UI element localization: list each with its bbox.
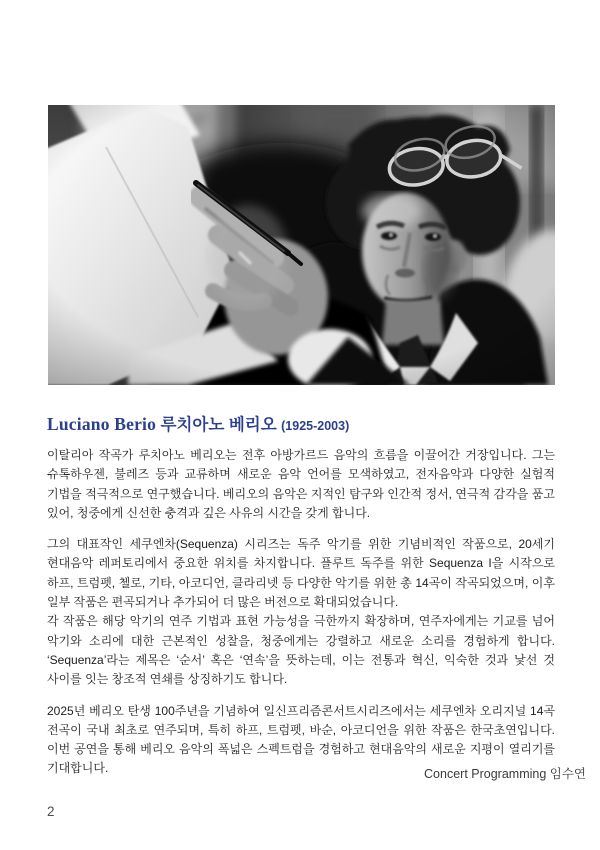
- composer-name-latin: Luciano Berio: [47, 414, 157, 434]
- bio-paragraph-3: 각 작품은 해당 악기의 연주 기법과 표현 가능성을 극한까지 확장하며, 연주자에게는 기교를 넘어 악기와 소리에 대한 근본적인 성찰을, 청중에게는 강렬하고 새로운 소리를 경험하게 합니다. ‘Sequenza’라는 제목은 ‘순서’ 혹은 ‘연속’을 뜻하는데, 이는 전통과 혁신, 익숙한 것과 낯선 것 사이를 잇는 창조적 연쇄를 상징하기도 합니다.: [47, 614, 555, 687]
- composer-portrait-photo: [48, 105, 555, 385]
- berio-portrait-illustration: [48, 105, 555, 385]
- bio-paragraph-2: 그의 대표작인 세쿠엔차(Sequenza) 시리즈는 독주 악기를 위한 기념비적인 작품으로, 20세기 현대음악 레퍼토리에서 중요한 위치를 차지합니다. 플루트 독주를 위한 Sequenza I을 시작으로 하프, 트럼펫, 첼로, 기타, 아코디언, 클라리넷 등 다양한 악기를 위한 총 14곡이 작곡되었으며, 이후 일부 작품은 편곡되거나 추가되어 더 많은 버전으로 확대되었습니다.: [47, 537, 555, 610]
- composer-heading: [47, 411, 555, 435]
- page-number: 2: [47, 804, 55, 819]
- bio-paragraph-1: 이탈리아 작곡가 루치아노 베리오는 전후 아방가르드 음악의 흐름을 이끌어간 거장입니다. 그는 슈톡하우젠, 불레즈 등과 교류하며 새로운 음악 언어를 모색하였고, 전자음악과 다양한 실험적 기법을 적극적으로 연구했습니다. 베리오의 음악은 지적인 탐구와 인간적 정서, 연극적 감각을 품고 있어, 청중에게 신선한 충격과 깊은 사유의 시간을 갖게 합니다.: [47, 448, 555, 520]
- composer-years: (1925-2003): [281, 419, 350, 433]
- bio-paragraph-4: 2025년 베리오 탄생 100주년을 기념하여 일신프리즘콘서트시리즈에서는 세쿠엔차 오리지널 14곡 전곡이 국내 최초로 연주되며, 특히 하프, 트럼펫, 바순, 아코디언을 위한 작품은 한국초연입니다. 이번 공연을 통해 베리오 음악의 폭넓은 스펙트럼을 경험하고 현대음악의 새로운 지평이 열리기를 기대합니다.: [47, 703, 555, 776]
- composer-name-korean: 루치아노 베리오: [160, 416, 277, 434]
- biography-text: [47, 446, 555, 791]
- program-credit: Concert Programming 임수연: [424, 767, 586, 781]
